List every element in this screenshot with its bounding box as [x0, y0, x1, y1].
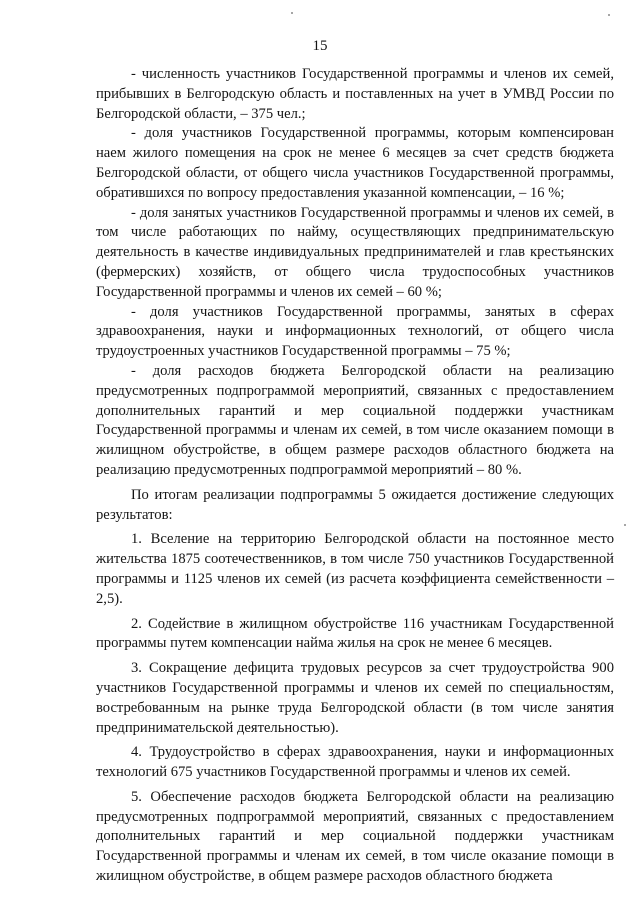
paragraph-1: - численность участников Государственной программы и членов их семей, прибывших в Белгородскую область и поставленных на учет в УМВД России по Белгородской области, – 375 чел.; [96, 66, 614, 122]
paragraph-4: - доля участников Государственной программы, занятых в сферах здравоохранения, науки и информационных технологий, от общего числа трудоустроенных участников Государственной программы – 75 %; [96, 303, 614, 360]
result-1: 1. Вселение на территорию Белгородской области на постоянное место жительства 1875 соотечественников, в том числе 750 участников Государственной программы и 1125 членов их семей (из расчета коэффициента семейственности – 2,5). [96, 531, 614, 607]
page-number: 15 [312, 38, 328, 54]
scan-speck [608, 14, 610, 16]
paragraph-5: - доля расходов бюджета Белгородской области на реализацию предусмотренных подпрограммой мероприятий, связанных с предоставлением дополнительных гарантий и мер социальной поддержки участникам Государственной программы и членам их семей, в том числе оказанием помощи в жилищном обустройстве, в общем размере расходов областного бюджета на реализацию предусмотренных подпрограммой мероприятий – 80 %. [96, 362, 614, 478]
paragraph-2: - доля участников Государственной программы, которым компенсирован наем жилого помещения на срок не менее 6 месяцев за счет средств бюджета Белгородской области, от общего числа участников Государственной программы, обратившихся по вопросу предоставления указанной компенсации, – 16 %; [96, 125, 614, 201]
body-text [96, 65, 614, 887]
result-2: 2. Содействие в жилищном обустройстве 116 участникам Государственной программы путем компенсации найма жилья на срок не менее 6 месяцев. [96, 615, 614, 652]
scan-speck [624, 524, 626, 526]
result-4: 4. Трудоустройство в сферах здравоохранения, науки и информационных технологий 675 участников Государственной программы и членов их семей. [96, 744, 614, 781]
result-5: 5. Обеспечение расходов бюджета Белгородской области на реализацию предусмотренных подпрограммой мероприятий, связанных с предоставлением дополнительных гарантий и мер социальной поддержки участникам Государственной программы и членам их семей, в том числе оказание помощи в жилищном обустройстве, в общем размере расходов областного бюджета [96, 788, 614, 885]
result-3: 3. Сокращение дефицита трудовых ресурсов за счет трудоустройства 900 участников Государственной программы и членов их семей по специальностям, востребованным на рынке труда Белгородской области (в том числе занятия предпринимательской деятельностью). [96, 660, 614, 736]
paragraph-3: - доля занятых участников Государственной программы и членов их семей, в том числе работающих по найму, осуществляющих предпринимательскую деятельность в качестве индивидуальных предпринимателей и глав крестьянских (фермерских) хозяйств, от общего числа трудоспособных участников Государственной программы и членов их семей – 60 %; [96, 204, 614, 300]
paragraph-6: По итогам реализации подпрограммы 5 ожидается достижение следующих результатов: [96, 486, 614, 523]
scan-speck [291, 12, 293, 14]
